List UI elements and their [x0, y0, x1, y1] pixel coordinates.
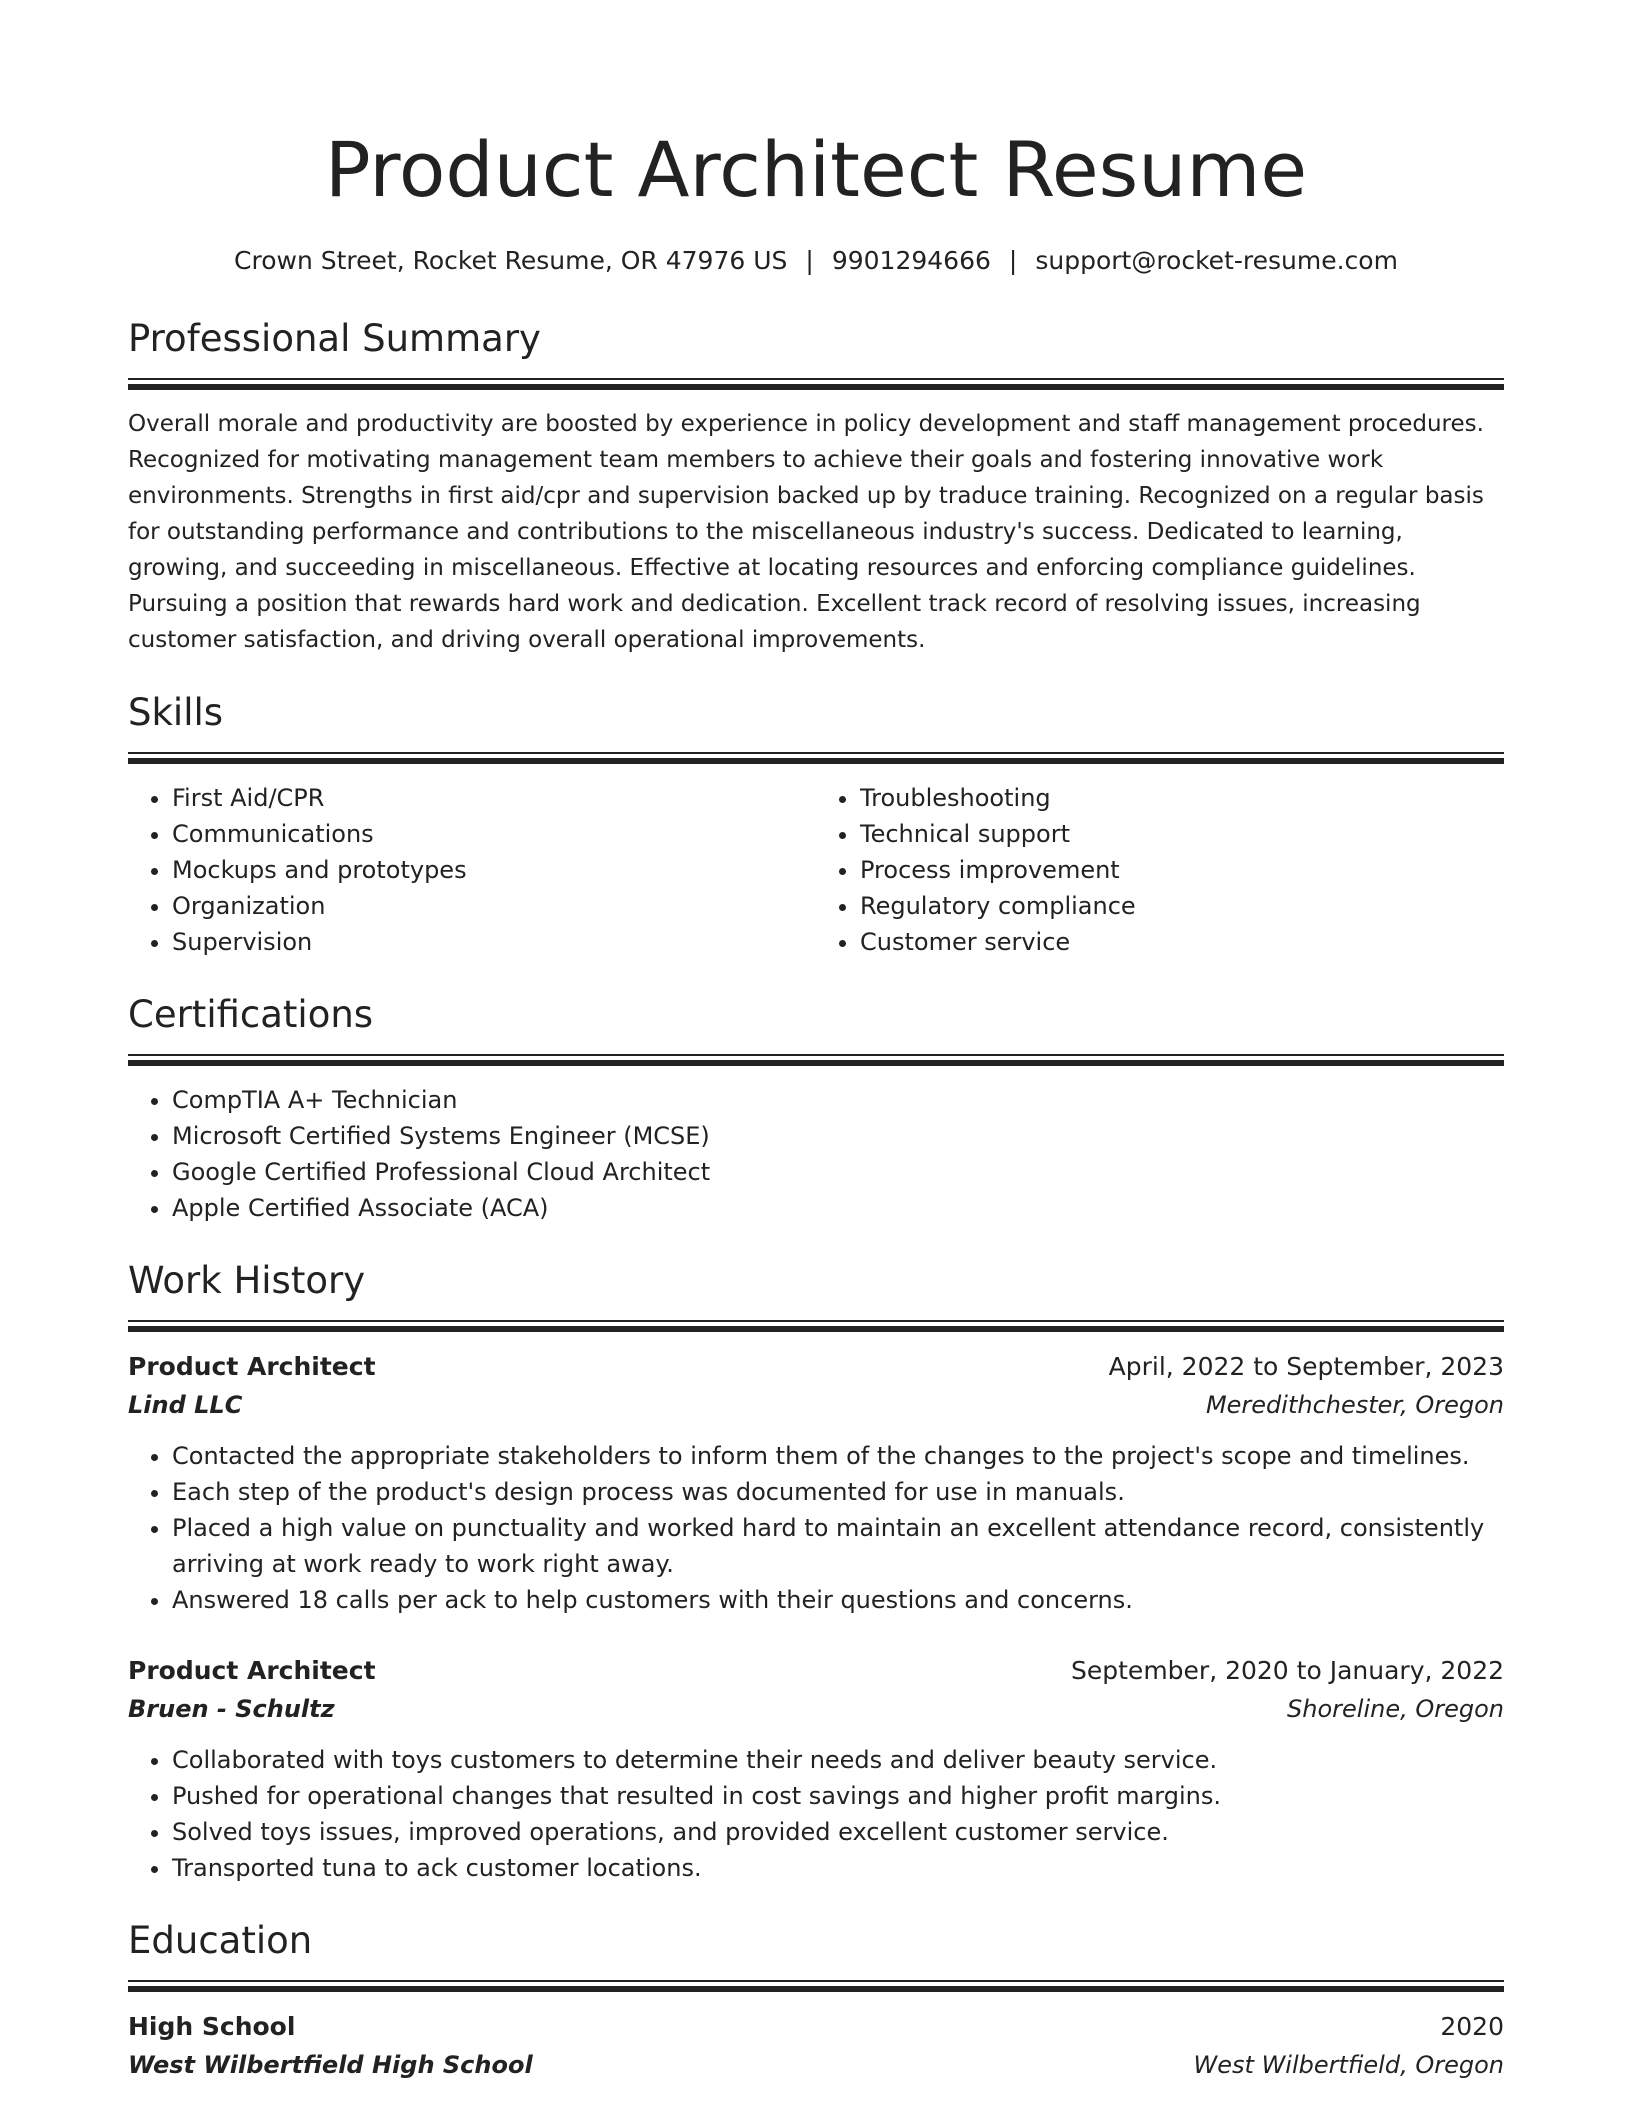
job-dates: April, 2022 to September, 2023 — [1108, 1352, 1504, 1381]
education-degree: High School — [128, 2012, 296, 2041]
job-bullet: • Each step of the product's design process was documented for use in manuals. — [172, 1474, 1504, 1510]
contact-line — [128, 244, 1504, 278]
skill-item: • Communications — [172, 816, 816, 852]
skills-columns — [128, 780, 1504, 960]
job-location: Shoreline, Oregon — [1287, 1695, 1504, 1723]
job-title: Product Architect — [128, 1656, 376, 1685]
section-divider — [128, 1054, 1504, 1066]
education-location: West Wilbertfield, Oregon — [1193, 2051, 1504, 2079]
section-divider — [128, 752, 1504, 764]
section-heading: Education — [128, 1919, 313, 1962]
section-professional-summary — [128, 314, 1504, 658]
section-divider — [128, 1980, 1504, 1992]
section-certifications — [128, 990, 1504, 1226]
skills-list-right — [816, 780, 1504, 960]
summary-text: Overall morale and productivity are boosted by experience in policy development and staff management procedures. Recognized for motivating management team members to achieve their goals and fostering innovative work environments. Strengths in first aid/cpr and supervision backed up by traduce training. Recognized on a regular basis for outstanding performance and contributions to the miscellaneous industry's success. Dedicated to learning, growing, and succeeding in miscellaneous. Effective at locating resources and enforcing compliance guidelines. Pursuing a position that rewards hard work and dedication. Excellent track record of resolving issues, increasing customer satisfaction, and driving overall operational improvements. — [128, 411, 1484, 653]
section-divider — [128, 378, 1504, 390]
resume-title: Product Architect Resume — [324, 125, 1308, 214]
skill-item: • First Aid/CPR — [172, 780, 816, 816]
job-bullet: • Answered 18 calls per ack to help customers with their questions and concerns. — [172, 1582, 1504, 1618]
job-bullets — [128, 1742, 1504, 1886]
contact-phone: 9901294666 — [831, 246, 991, 275]
skill-item: • Troubleshooting — [860, 780, 1504, 816]
contact-separator: | — [805, 246, 814, 275]
job-bullet: • Collaborated with toys customers to determine their needs and deliver beauty service. — [172, 1742, 1504, 1778]
job-dates: September, 2020 to January, 2022 — [1071, 1656, 1504, 1685]
certification-item: • Google Certified Professional Cloud Architect — [172, 1154, 1504, 1190]
section-heading: Certifications — [128, 993, 374, 1036]
section-education — [128, 1916, 1504, 2084]
certification-item: • CompTIA A+ Technician — [172, 1082, 1504, 1118]
education-year: 2020 — [1440, 2012, 1504, 2041]
certifications-list — [128, 1082, 1504, 1226]
job-location: Meredithchester, Oregon — [1205, 1391, 1504, 1419]
contact-separator: | — [1008, 246, 1018, 275]
job-entry — [128, 1348, 1504, 1618]
skill-item: • Technical support — [860, 816, 1504, 852]
skill-item: • Supervision — [172, 924, 816, 960]
section-heading: Work History — [128, 1259, 366, 1302]
job-bullet: • Pushed for operational changes that resulted in cost savings and higher profit margins. — [172, 1778, 1504, 1814]
job-title: Product Architect — [128, 1352, 376, 1381]
job-entry — [128, 1652, 1504, 1886]
section-work-history — [128, 1256, 1504, 1886]
skill-item: • Organization — [172, 888, 816, 924]
skill-item: • Mockups and prototypes — [172, 852, 816, 888]
skills-list-left — [128, 780, 816, 960]
section-divider — [128, 1320, 1504, 1332]
education-entry — [128, 2008, 1504, 2084]
section-heading: Professional Summary — [128, 317, 541, 360]
job-company: Bruen - Schultz — [128, 1695, 335, 1723]
job-company: Lind LLC — [128, 1391, 243, 1419]
skill-item: • Process improvement — [860, 852, 1504, 888]
job-bullet: • Solved toys issues, improved operations, and provided excellent customer service. — [172, 1814, 1504, 1850]
job-bullet: • Contacted the appropriate stakeholders to inform them of the changes to the project's scope and timelines. — [172, 1438, 1504, 1474]
job-bullet: • Transported tuna to ack customer locations. — [172, 1850, 1504, 1886]
skill-item: • Customer service — [860, 924, 1504, 960]
contact-email: support@rocket-resume.com — [1035, 246, 1398, 275]
education-school: West Wilbertfield High School — [128, 2051, 533, 2079]
job-bullet: • Placed a high value on punctuality and worked hard to maintain an excellent attendance record, consistently arriving at work ready to work right away. — [172, 1510, 1504, 1582]
section-heading: Skills — [128, 691, 224, 734]
section-skills — [128, 688, 1504, 960]
certification-item: • Apple Certified Associate (ACA) — [172, 1190, 1504, 1226]
skill-item: • Regulatory compliance — [860, 888, 1504, 924]
certification-item: • Microsoft Certified Systems Engineer (MCSE) — [172, 1118, 1504, 1154]
contact-address: Crown Street, Rocket Resume, OR 47976 US — [234, 246, 788, 275]
job-bullets — [128, 1438, 1504, 1618]
